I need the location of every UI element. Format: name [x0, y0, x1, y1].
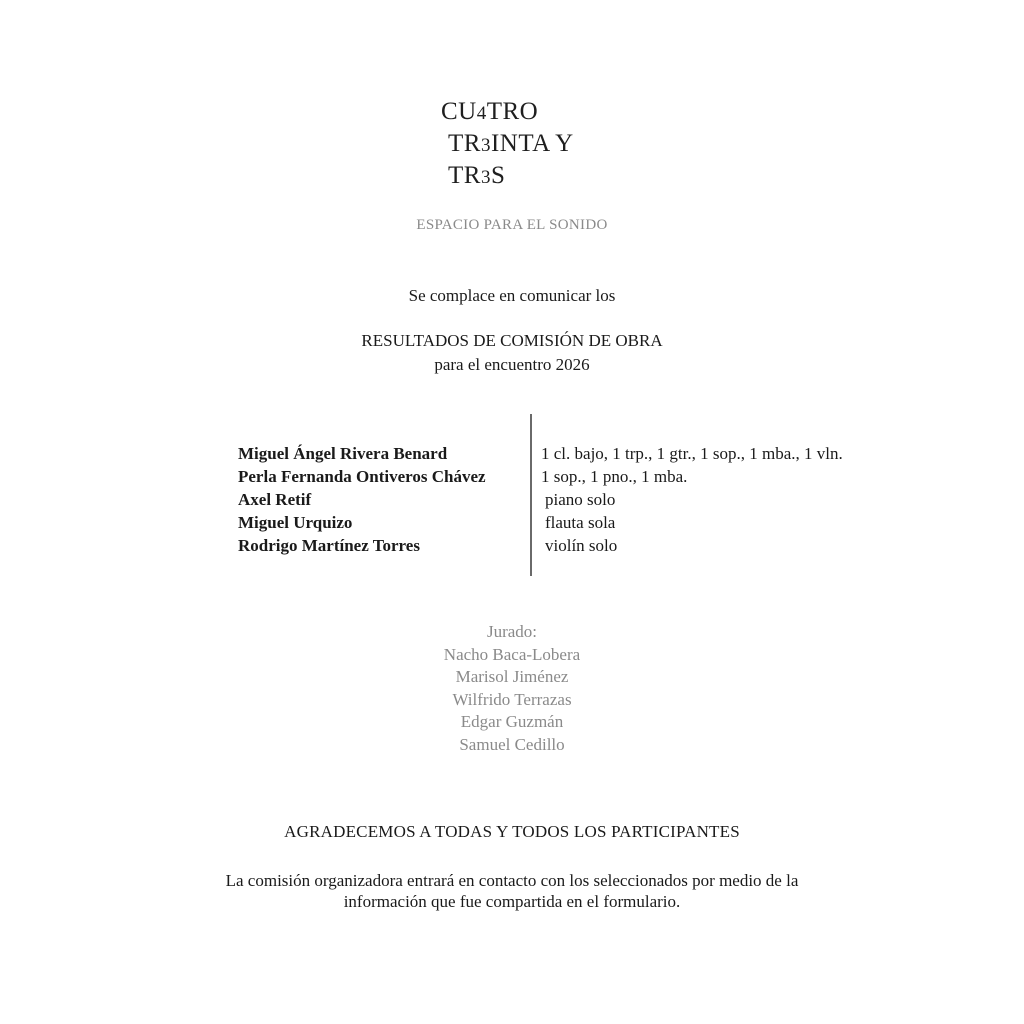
- composer-name: Axel Retif: [238, 490, 312, 509]
- tagline: ESPACIO PARA EL SONIDO: [416, 217, 608, 233]
- jury-member: Samuel Cedillo: [459, 734, 565, 754]
- instrumentation: 1 sop., 1 pno., 1 mba.: [541, 467, 688, 486]
- jury-label: Jurado:: [486, 622, 538, 641]
- instrumentation: piano solo: [545, 490, 616, 509]
- results-subheading: para el encuentro 2026: [434, 355, 590, 374]
- composer-name: Miguel Ángel Rivera Benard: [238, 444, 448, 463]
- results-heading: RESULTADOS DE COMISIÓN DE OBRA: [361, 331, 663, 350]
- thanks-heading: AGRADECEMOS A TODAS Y TODOS LOS PARTICIPANTES: [284, 822, 740, 841]
- composer-name: Perla Fernanda Ontiveros Chávez: [238, 467, 486, 486]
- jury-member: Nacho Baca-Lobera: [443, 644, 581, 664]
- composer-name: Rodrigo Martínez Torres: [238, 536, 420, 555]
- instrumentation: flauta sola: [545, 513, 616, 532]
- jury-block: [0, 621, 1024, 757]
- logo-line-1: CU4TRO: [441, 98, 539, 125]
- jury-member: Wilfrido Terrazas: [452, 689, 572, 709]
- logo-line-3: TR3S: [448, 162, 506, 189]
- composer-list: [238, 442, 486, 557]
- instrumentation: 1 cl. bajo, 1 trp., 1 gtr., 1 sop., 1 mba., 1 vln.: [541, 444, 843, 463]
- instrumentation: violín solo: [545, 536, 618, 555]
- contact-note-line: información que fue compartida en el formulario.: [343, 892, 681, 911]
- logo-line-2: TR3INTA Y: [448, 130, 574, 157]
- jury-member: Marisol Jiménez: [455, 667, 569, 687]
- jury-member: Edgar Guzmán: [460, 712, 564, 732]
- contact-note: [0, 870, 1024, 912]
- instrumentation-list: [541, 442, 843, 557]
- contact-note-line: La comisión organizadora entrará en contacto con los seleccionados por medio de la: [225, 871, 799, 890]
- column-divider: [530, 414, 532, 576]
- intro-text: Se complace en comunicar los: [408, 286, 616, 305]
- composer-name: Miguel Urquizo: [238, 513, 353, 532]
